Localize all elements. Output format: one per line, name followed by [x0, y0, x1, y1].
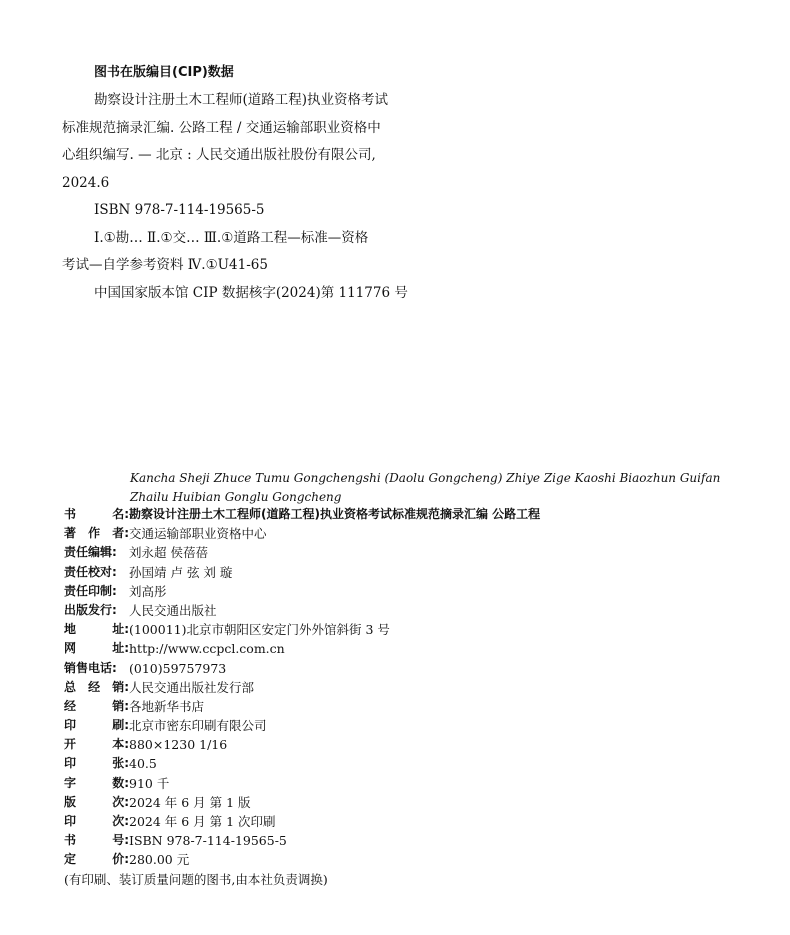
- info-row: [64, 735, 764, 754]
- info-value: 人民交通出版社发行部: [129, 679, 255, 695]
- cip-line: ISBN 978-7-114-19565-5: [94, 202, 265, 218]
- info-value: ISBN 978-7-114-19565-5: [129, 833, 287, 849]
- info-row: [64, 793, 764, 812]
- info-value: http://www.ccpcl.com.cn: [129, 641, 285, 657]
- info-label: 网 址:: [64, 641, 129, 656]
- info-label: 责任印制:: [64, 583, 117, 598]
- info-row: [64, 620, 764, 639]
- info-value: 2024 年 6 月 第 1 版: [129, 794, 251, 810]
- info-label: 定 价:: [64, 852, 129, 867]
- info-value: 2024 年 6 月 第 1 次印刷: [129, 814, 276, 829]
- info-label: 书 名:: [64, 507, 129, 521]
- info-row: [64, 505, 764, 524]
- info-label: 印 刷:: [64, 718, 129, 733]
- info-value: 孙国靖 卢 弦 刘 璇: [129, 564, 233, 580]
- info-label: 责任编辑:: [64, 545, 117, 560]
- info-row: [64, 850, 764, 869]
- info-value: (100011)北京市朝阳区安定门外外馆斜街 3 号: [129, 622, 390, 638]
- info-label: 版 次:: [64, 794, 129, 809]
- info-label: 印 张:: [64, 756, 129, 771]
- info-row: [64, 582, 764, 601]
- info-value: 刘永超 侯蓓蓓: [129, 545, 208, 561]
- info-row: [64, 697, 764, 716]
- info-label: 著 作 者:: [64, 526, 129, 541]
- info-row: [64, 716, 764, 735]
- info-label: 地 址:: [64, 622, 129, 637]
- publication-info: [64, 505, 764, 889]
- info-row: [64, 678, 764, 697]
- info-value: 北京市密东印刷有限公司: [129, 718, 267, 734]
- cip-line: 2024.6: [62, 174, 110, 191]
- info-value: (010)59757973: [129, 660, 227, 676]
- info-label: 责任校对:: [64, 564, 117, 579]
- info-label: 出版发行:: [64, 602, 117, 617]
- info-label: 销售电话:: [64, 660, 117, 675]
- info-row: [64, 524, 764, 543]
- info-row: [64, 563, 764, 582]
- info-label: 书 号:: [64, 833, 129, 848]
- info-value: 910 千: [129, 775, 170, 791]
- cip-line: 心组织编写. — 北京 : 人民交通出版社股份有限公司,: [62, 147, 376, 163]
- info-row: [64, 754, 764, 773]
- quality-note: (有印刷、装订质量问题的图书,由本社负责调换): [64, 871, 328, 887]
- info-label: 字 数:: [64, 775, 129, 790]
- pinyin-title: Kancha Sheji Zhuce Tumu Gongchengshi (Daolu Gongcheng) Zhiye Zige Kaoshi Biaozhun Guifan Zhailu Huibian Gonglu Gongcheng: [130, 471, 721, 504]
- info-value: 40.5: [129, 756, 157, 772]
- info-row: [64, 831, 764, 850]
- info-label: 经 销:: [64, 698, 129, 713]
- info-value: 880×1230 1/16: [129, 737, 228, 753]
- info-value: 交通运输部职业资格中心: [129, 526, 267, 542]
- info-label: 总 经 销:: [64, 679, 129, 694]
- info-row: [64, 543, 764, 562]
- info-row: [64, 639, 764, 658]
- cip-line: 勘察设计注册土木工程师(道路工程)执业资格考试: [94, 92, 389, 108]
- cip-line: 标准规范摘录汇编. 公路工程 / 交通运输部职业资格中: [62, 119, 381, 136]
- cip-line: Ⅰ.①勘… Ⅱ.①交… Ⅲ.①道路工程—标准—资格: [94, 229, 369, 246]
- cip-line: 中国国家版本馆 CIP 数据核字(2024)第 111776 号: [94, 284, 408, 301]
- info-label: 开 本:: [64, 737, 129, 752]
- info-value: 刘高彤: [129, 583, 167, 599]
- info-value: 各地新华书店: [129, 698, 205, 714]
- cip-line: 考试—自学参考资料 Ⅳ.①U41-65: [62, 257, 268, 273]
- info-value: 280.00 元: [129, 852, 190, 868]
- info-value: 人民交通出版社: [129, 602, 217, 618]
- info-row: [64, 812, 764, 831]
- info-value: 勘察设计注册土木工程师(道路工程)执业资格考试标准规范摘录汇编 公路工程: [129, 507, 541, 521]
- cip-title: 图书在版编目(CIP)数据: [94, 65, 234, 80]
- info-label: 印 次:: [64, 814, 129, 828]
- info-row: [64, 601, 764, 620]
- info-row: [64, 659, 764, 678]
- info-row: [64, 774, 764, 793]
- cip-block: [62, 63, 482, 307]
